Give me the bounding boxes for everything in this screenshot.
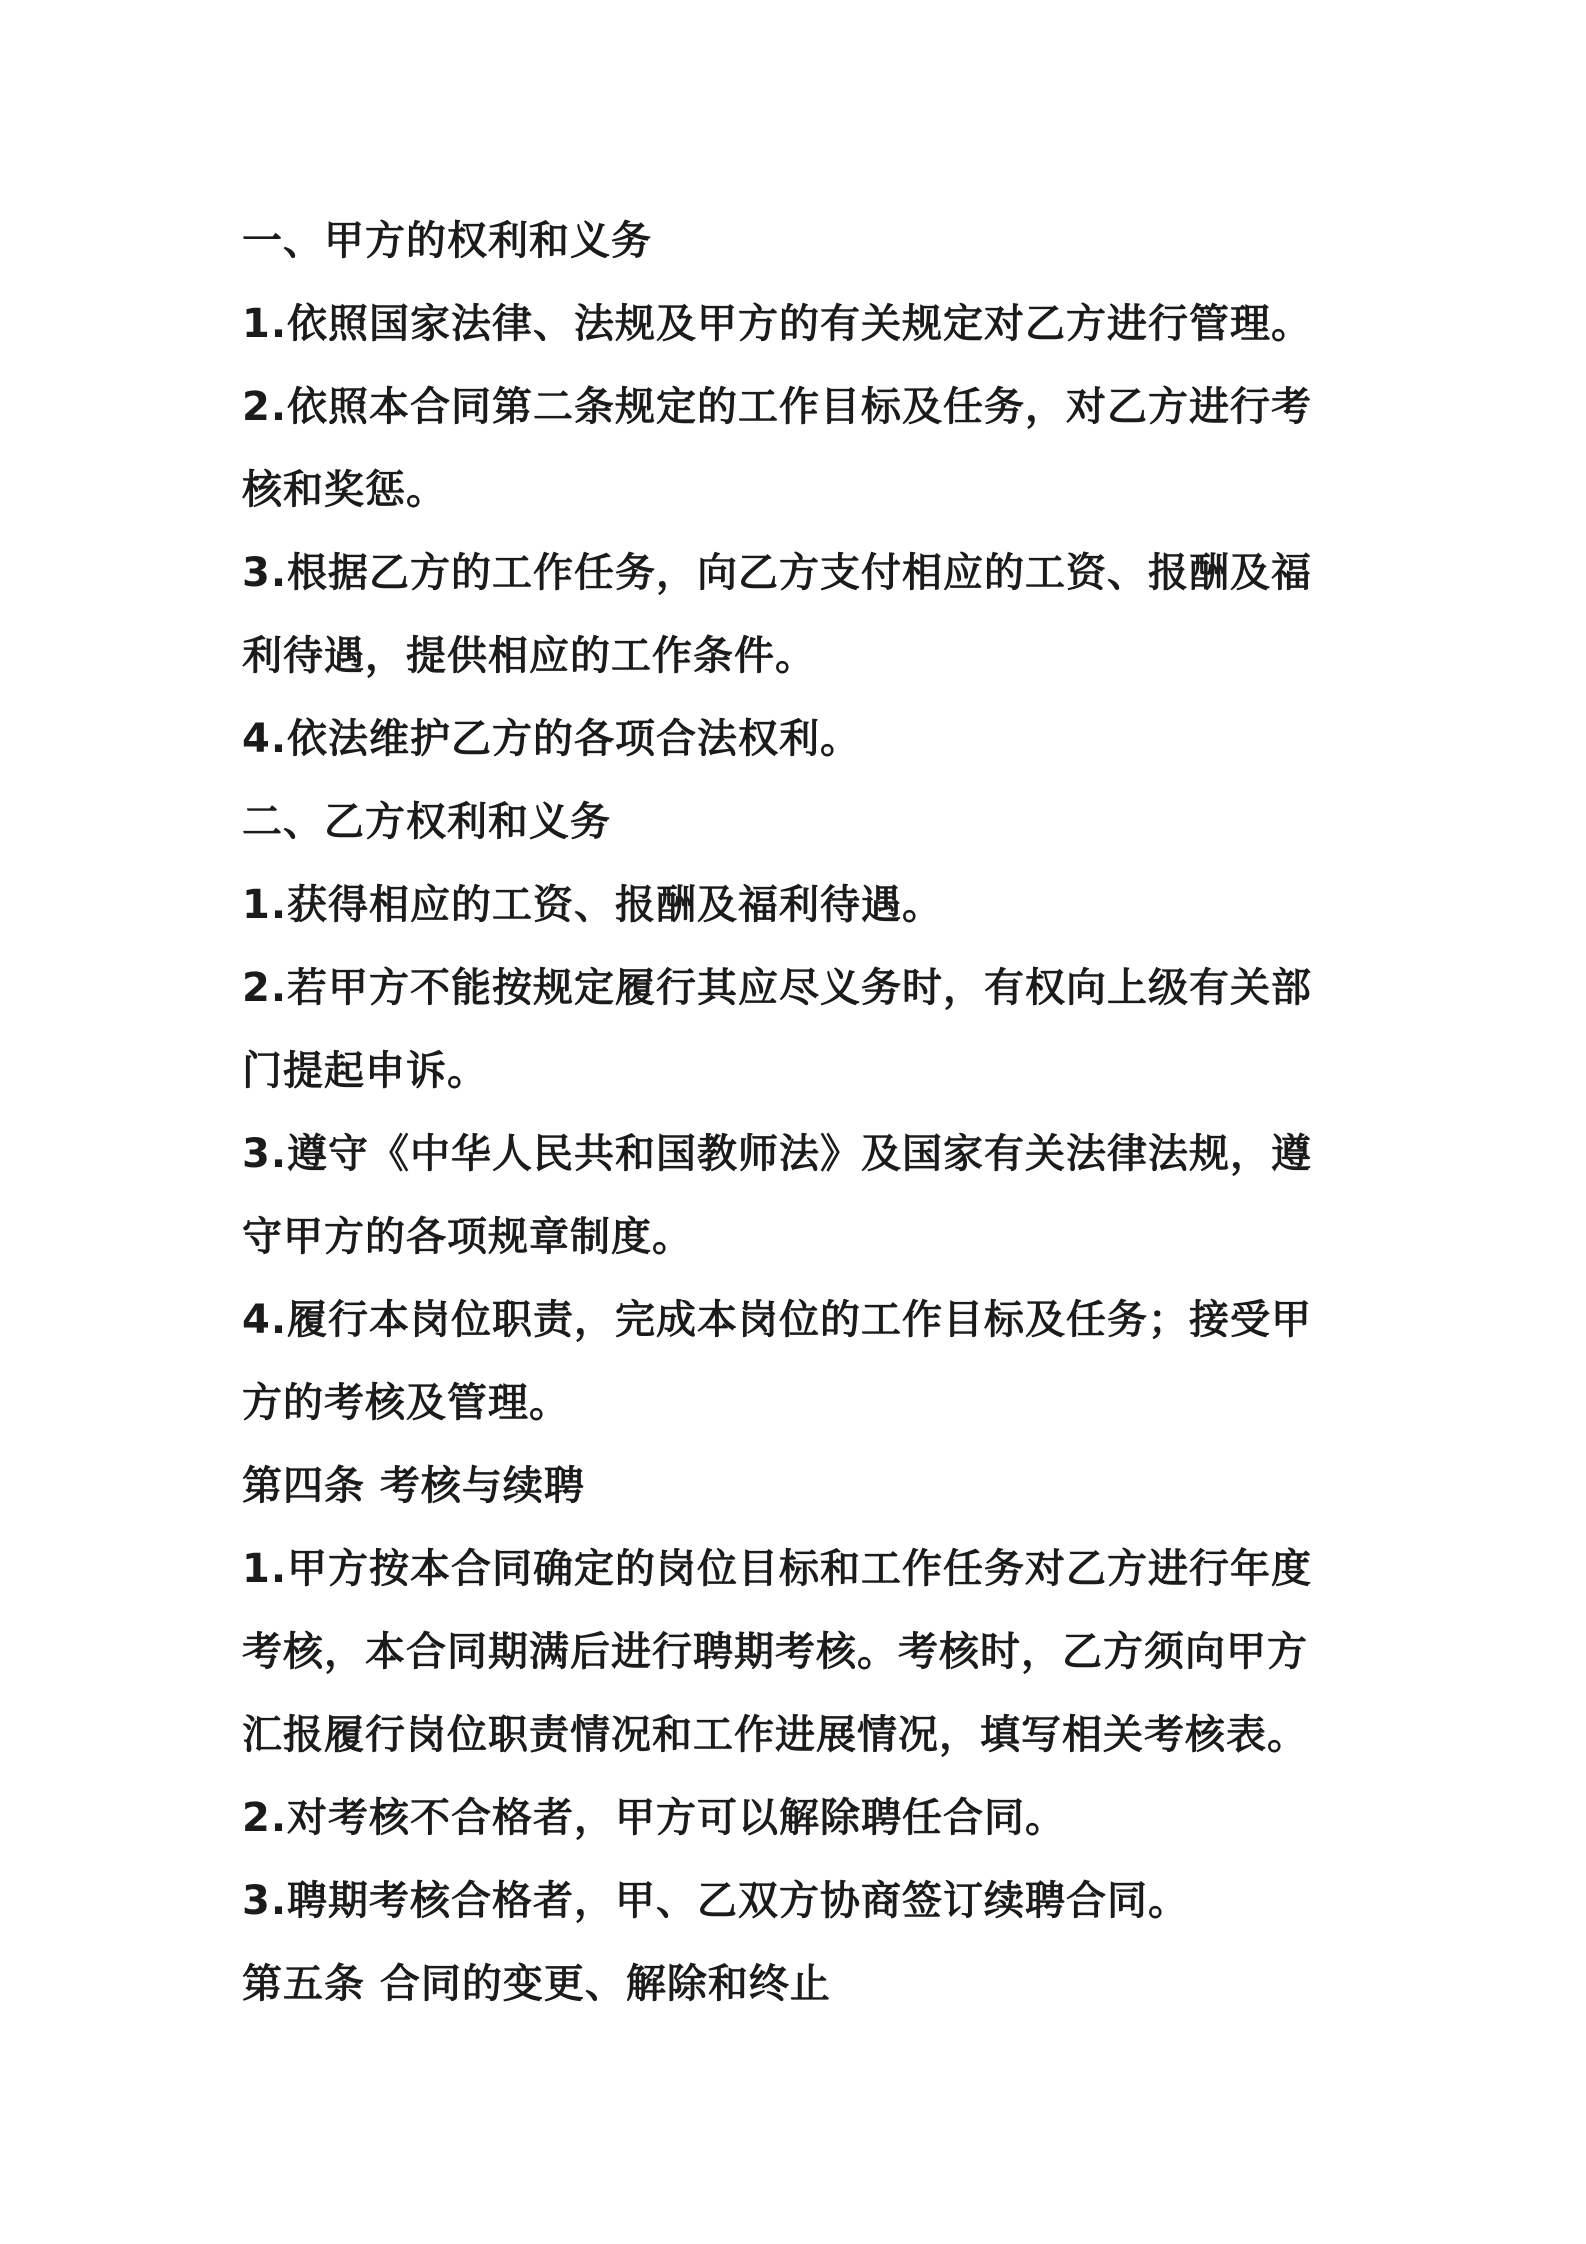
paragraph-line: 3.聘期考核合格者，甲、乙双方协商签订续聘合同。 [242, 1878, 1190, 1924]
section-heading-party-a: 一、甲方的权利和义务 [242, 218, 652, 264]
paragraph-line: 利待遇，提供相应的工作条件。 [242, 633, 816, 679]
article-heading-4: 第四条 考核与续聘 [242, 1463, 585, 1509]
article-heading-5: 第五条 合同的变更、解除和终止 [242, 1961, 831, 2007]
document-page [242, 200, 1362, 2026]
paragraph-line: 考核，本合同期满后进行聘期考核。考核时，乙方须向甲方 [242, 1629, 1308, 1675]
paragraph-line: 核和奖惩。 [242, 467, 447, 513]
paragraph-line: 1.甲方按本合同确定的岗位目标和工作任务对乙方进行年度 [242, 1546, 1313, 1592]
paragraph-line: 1.依照国家法律、法规及甲方的有关规定对乙方进行管理。 [242, 301, 1313, 347]
paragraph-line: 4.依法维护乙方的各项合法权利。 [242, 716, 862, 762]
section-heading-party-b: 二、乙方权利和义务 [242, 799, 611, 845]
paragraph-line: 1.获得相应的工资、报酬及福利待遇。 [242, 882, 944, 928]
paragraph-line: 门提起申诉。 [242, 1048, 488, 1094]
paragraph-line: 方的考核及管理。 [242, 1380, 570, 1426]
paragraph-line: 3.遵守《中华人民共和国教师法》及国家有关法律法规，遵 [242, 1131, 1313, 1177]
paragraph-line: 2.若甲方不能按规定履行其应尽义务时，有权向上级有关部 [242, 965, 1313, 1011]
paragraph-line: 汇报履行岗位职责情况和工作进展情况，填写相关考核表。 [242, 1712, 1308, 1758]
paragraph-line: 2.对考核不合格者，甲方可以解除聘任合同。 [242, 1795, 1067, 1841]
paragraph-line: 4.履行本岗位职责，完成本岗位的工作目标及任务；接受甲 [242, 1297, 1313, 1343]
paragraph-line: 3.根据乙方的工作任务，向乙方支付相应的工资、报酬及福 [242, 550, 1313, 596]
paragraph-line: 2.依照本合同第二条规定的工作目标及任务，对乙方进行考 [242, 384, 1313, 430]
paragraph-line: 守甲方的各项规章制度。 [242, 1214, 693, 1260]
